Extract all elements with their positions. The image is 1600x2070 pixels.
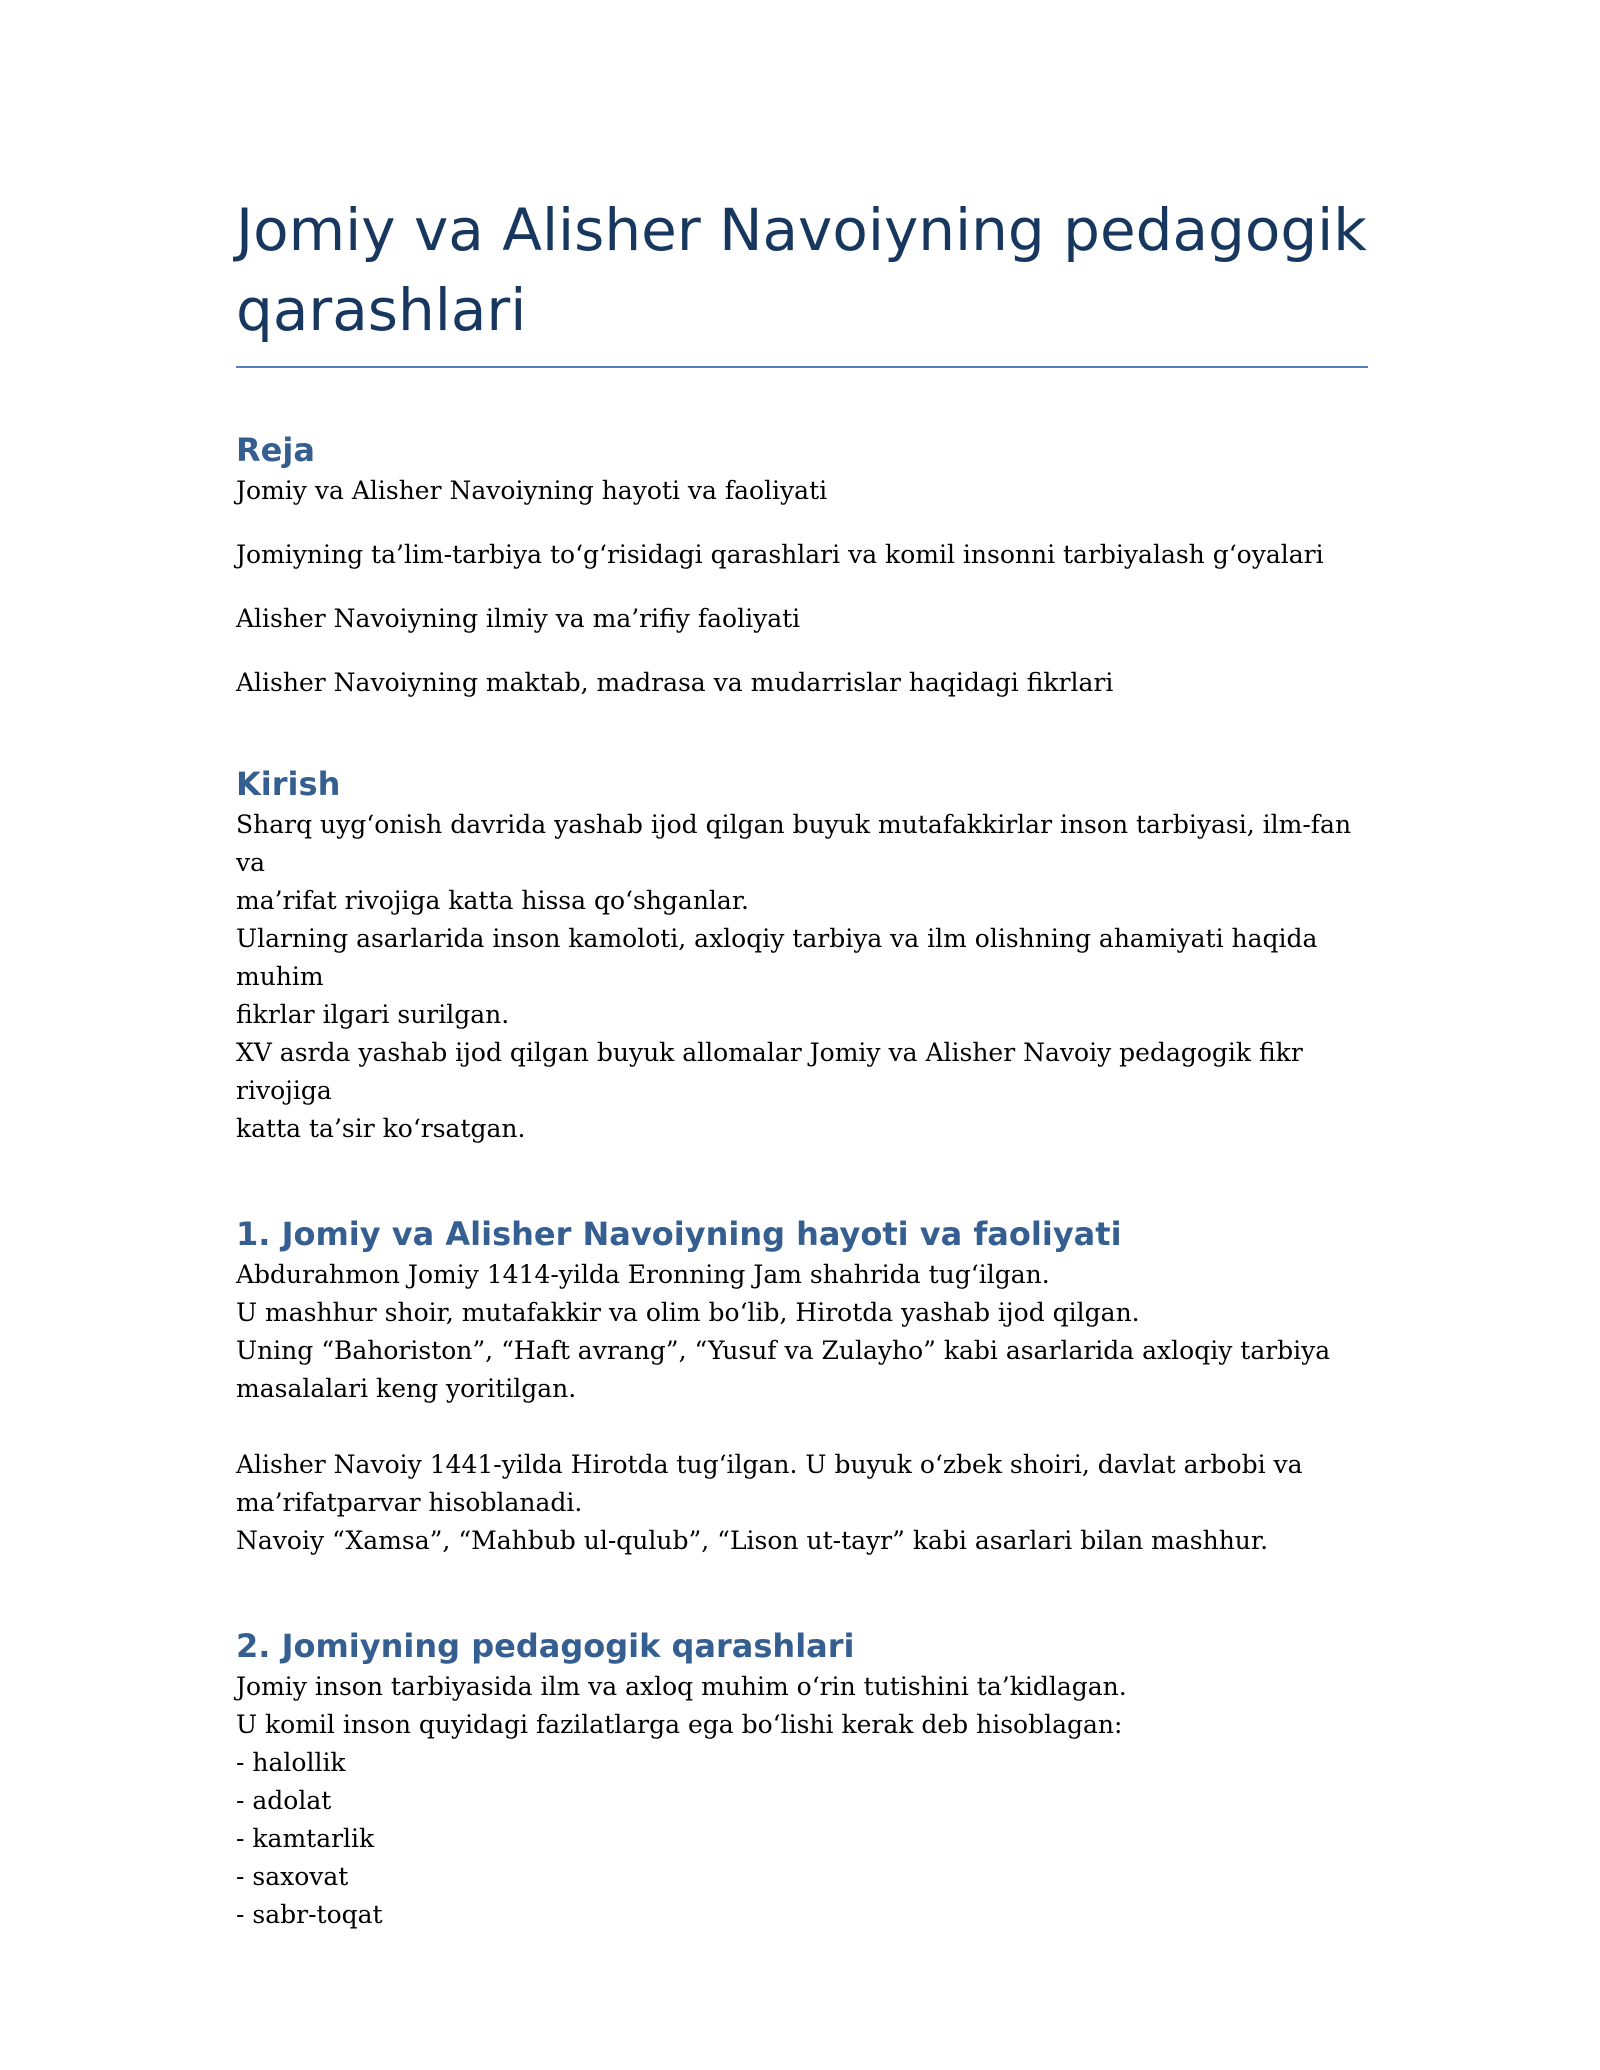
paragraph-line: Alisher Navoiy 1441-yilda Hirotda tug‘ilgan. U buyuk o‘zbek shoiri, davlat arbobi va: [236, 1450, 1303, 1479]
paragraph-line: XV asrda yashab ijod qilgan buyuk allomalar Jomiy va Alisher Navoiy pedagogik fikr rivojiga: [236, 1038, 1303, 1105]
reja-item: Alisher Navoiyning maktab, madrasa va mudarrislar haqidagi fikrlari: [236, 668, 1114, 697]
paragraph-line: Navoiy “Xamsa”, “Mahbub ul-qulub”, “Lison ut-tayr” kabi asarlari bilan mashhur.: [236, 1526, 1269, 1555]
virtue-list-item: - halollik: [236, 1748, 346, 1777]
kirish-heading: Kirish: [236, 765, 341, 803]
reja-heading: Reja: [236, 431, 315, 469]
paragraph-line: U komil inson quyidagi fazilatlarga ega bo‘lishi kerak deb hisoblagan:: [236, 1710, 1123, 1739]
paragraph-line: U mashhur shoir, mutafakkir va olim bo‘lib, Hirotda yashab ijod qilgan.: [236, 1298, 1140, 1327]
section-1-navoiy-paragraph: [236, 1446, 1368, 1560]
paragraph-line: Sharq uyg‘onish davrida yashab ijod qilgan buyuk mutafakkirlar inson tarbiyasi, ilm-fan va: [236, 810, 1352, 877]
kirish-paragraph: [236, 806, 1368, 1148]
reja-item: Jomiy va Alisher Navoiyning hayoti va faoliyati: [236, 476, 828, 505]
paragraph-line: Jomiy inson tarbiyasida ilm va axloq muhim o‘rin tutishini ta’kidlagan.: [236, 1672, 1127, 1701]
section-1-heading: 1. Jomiy va Alisher Navoiyning hayoti va faoliyati: [236, 1215, 1122, 1253]
paragraph-line: katta ta’sir ko‘rsatgan.: [236, 1114, 526, 1143]
reja-list: [236, 472, 1368, 702]
section-1-jomiy-paragraph: [236, 1256, 1368, 1408]
virtue-list-item: - saxovat: [236, 1862, 349, 1891]
virtue-list-item: - kamtarlik: [236, 1824, 375, 1853]
paragraph-line: Uning “Bahoriston”, “Haft avrang”, “Yusuf va Zulayho” kabi asarlarida axloqiy tarbiya: [236, 1336, 1331, 1365]
paragraph-line: masalalari keng yoritilgan.: [236, 1374, 577, 1403]
section-2-heading: 2. Jomiyning pedagogik qarashlari: [236, 1627, 855, 1665]
virtue-list-item: - adolat: [236, 1786, 332, 1815]
paragraph-gap: [236, 1408, 1368, 1446]
virtue-list-item: - sabr-toqat: [236, 1900, 383, 1929]
reja-item: Jomiyning ta’lim-tarbiya to‘g‘risidagi qarashlari va komil insonni tarbiyalash g‘oyalari: [236, 540, 1324, 569]
reja-item: Alisher Navoiyning ilmiy va ma’rifiy faoliyati: [236, 604, 801, 633]
paragraph-line: ma’rifat rivojiga katta hissa qo‘shganlar.: [236, 886, 749, 915]
paragraph-line: fikrlar ilgari surilgan.: [236, 1000, 510, 1029]
document-page: [236, 190, 1368, 1934]
document-title: Jomiy va Alisher Navoiyning pedagogik qarashlari: [236, 190, 1368, 368]
paragraph-line: Abdurahmon Jomiy 1414-yilda Eronning Jam shahrida tug‘ilgan.: [236, 1260, 1050, 1289]
paragraph-line: ma’rifatparvar hisoblanadi.: [236, 1488, 583, 1517]
paragraph-line: Ularning asarlarida inson kamoloti, axloqiy tarbiya va ilm olishning ahamiyati haqida muhim: [236, 924, 1318, 991]
section-2-paragraph: [236, 1668, 1368, 1934]
